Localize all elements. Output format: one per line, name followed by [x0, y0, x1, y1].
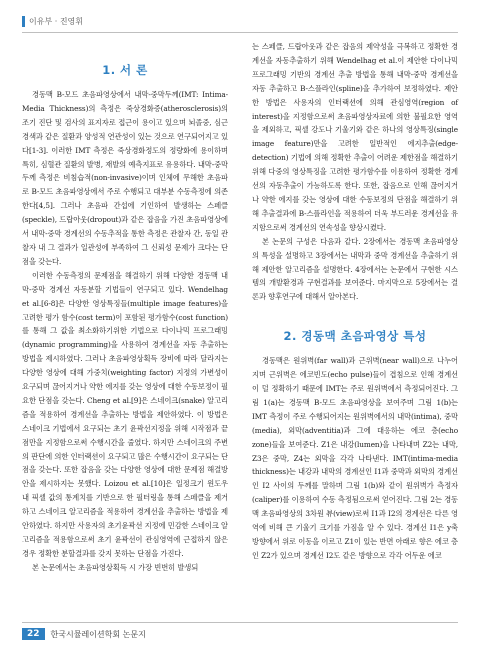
left-column	[22, 40, 228, 575]
intro-paragraph-continued: 는 스페클, 드랍아웃과 같은 잡음의 제약성을 극복하고 정확한 경계선을 자동추출하기 위해 Wendelhag et al.이 제안한 다이나믹 프로그래밍 기반의 경계선 추출 방법을 통해 내막-중막 경계선을 자동 추출하고 B-스플라인(spline)을 추가하여 보정하였다. 제안한 방법은 사용자의 인터랙션에 의해 관심영역(region of interest)을 지정함으로써 초음파영상자료에 의한 불필요한 영역을 제외하고, 픽셀 강도나 기울기와 같은 하나의 영상특징(single image feature)만을 고려한 일반적인 에지추출(edge-detection) 기법에 의해 정확한 추출이 어려운 제한점을 해결하기 위해 다중의 영상특징을 고려한 평가함수를 이용하여 정확한 경계선의 자동추출이 가능하도록 한다. 또한, 잡음으로 인해 끊어지거나 약한 에지를 갖는 영상에 대한 수동보정의 단점을 해결하기 위해 추출결과에 B-스플라인을 적용하여 더욱 부드러운 경계선을 유지함으로써 경계선의 연속성을 향상시켰다.	[252, 42, 458, 232]
right-column	[252, 40, 458, 563]
footer	[22, 628, 146, 640]
header-rule	[22, 32, 458, 33]
intro-paragraph-3: 본 논문에서는 초음파영상획득 시 가장 빈번히 발생되	[32, 562, 199, 572]
section-title-carotid: 2. 경동맥 초음파영상 특성	[283, 329, 427, 344]
intro-paragraph-1: 경동맥 B-모드 초음파영상에서 내막-중막두께(IMT: Intima-Media Thickness)의 측정은 죽상경화증(atherosclerosis)의 조기 진단 및 검사의 표지자로 접근이 용이고 있으며 뇌졸중, 심근경색과 같은 질환과 양성적 연관성이 있는 것으로 연구되어지고 있다[1-3]. 이러한 IMT 측정은 죽상경화정도의 정량화에 용이하며 특히, 심혈관 질환의 발병, 재발의 예측지표로 유용하다. 내막-중막 두께 측정은 비침습적(non-invasive)이며 인체에 무해한 초음파로 B-모드 초음파영상에서 주로 수행되고 대부분 수동측정에 의존한다[4,5]. 그러나 초음파 간섭에 기인하여 발생하는 스페클(speckle), 드랍아웃(dropout)과 같은 잡음을 가진 초음파영상에서 내막-중막 경계선의 수동추적을 통한 측정은 관찰자 간, 동일 관찰자 내 그 결과가 일관성에 부족하여 그 신뢰성 문제가 크다는 단점을 갖는다.	[22, 90, 228, 266]
running-head-marker	[22, 16, 25, 27]
carotid-paragraph-1: 경동맥은 원위벽(far wall)과 근위벽(near wall)으로 나누어지며 근위벽은 에코빈도(echo pulse)들이 겹침으로 인해 경계선이 덜 정확하기 때문에 IMT는 주로 원위벽에서 측정되어진다. 그림 1(a)는 경동맥 B-모드 초음파영상을 보여주며 그림 1(b)는 IMT 측정이 주로 수행되어지는 원위벽에서의 내막(intima), 중막(media), 외막(adventitia)과 그에 대응하는 에코 층(echo zone)들을 보여준다. Z1은 내강(lumen)을 나타내며 Z2는 내막, Z3은 중막, Z4는 외막을 각각 나타낸다. IMT(intima-media thickness)는 내강과 내막의 경계선인 I1과 중막과 외막의 경계선인 I2 사이의 두께를 말하며 그림 1(b)와 같이 원위벽가 측정자(caliper)를 이용하여 수동 측정됨으로써 얻어진다. 그림 2는 경동맥 초음파영상의 3차원 뷰(view)로써 I1과 I2의 경계선은 다른 영역에 비해 큰 기울기 크기를 가짐을 알 수 있다. 경계선 I1은 y축 방향에서 위로 이동을 이르고 Z1이 있는 반면 아래로 향은 에코 층인 Z2가 있으며 경계선 I2도 같은 방향으로 각각 어두운 에코	[252, 356, 458, 560]
running-head	[22, 14, 83, 28]
journal-name: 한국시뮬레이션학회 논문지	[50, 629, 146, 639]
running-head-text: 이유부 · 진영휘	[29, 16, 83, 26]
page-number: 22	[22, 628, 45, 640]
footer-rule	[22, 622, 458, 623]
intro-paragraph-2: 이러한 수동측정의 문제점을 해결하기 위해 다양한 경동맥 내막-중막 경계선 자동분할 기법들이 연구되고 있다. Wendelhag et al.[6-8]은 다양한 영상특징들(multiple image features)을 고려한 평가 함수(cost term)이 포함된 평가함수(cost function)를 통해 그 값을 최소화하기위한 기법으로 다이나믹 프로그래밍(dynamic programming)을 사용하여 경계선을 자동 추출하는 방법을 제시하였다. 그러나 초음파영상획득 장비에 따라 달라지는 다양한 영상에 대해 가중치(weighting factor) 지정의 가변성이 요구되며 끊어지거나 약한 에지를 갖는 영상에 대한 수동보정이 필요한 단점을 갖는다. Cheng et al.[9]은 스네이크(snake) 알고리즘을 적용하여 경계선을 추출하는 방법을 제안하였다. 이 방법은 스네이크 기법에서 요구되는 초기 윤곽선지정을 위해 시작점과 끝점만을 지정함으로써 수행시간을 줄였다. 하지만 스네이크의 주변의 판단에 의한 인터랙션이 요구되고 많은 수행시간이 요구되는 단점을 갖는다. 또한 잡음을 갖는 다양한 영상에 대한 문제점 해결방안을 제시하지는 못했다. Loizou et al.[10]은 일정크기 윈도우 내 픽셀 값의 통계치를 기반으로 한 필터링을 통해 스페클을 제거하고 스네이크 알고리즘을 적용하여 경계선을 추출하는 방법을 제안하였다. 하지만 사용자의 초기윤곽선 지정에 민감한 스네이크 알고리즘을 적용함으로써 초기 윤곽선이 관심영역에 근접하지 않은 경우 정확한 분할결과를 갖지 못하는 단점을 가진다.	[22, 270, 228, 558]
intro-paragraph-structure: 본 논문의 구성은 다음과 같다. 2장에서는 경동맥 초음파영상의 특성을 설명하고 3장에서는 내막과 중막 경계선을 추출하기 위해 제안한 알고리즘을 설명한다. 4장에서는 논문에서 구현한 시스템의 개발환경과 구현결과를 보여준다. 마지막으로 5장에서는 결론과 향후연구에 대해서 알아본다.	[252, 236, 458, 302]
section-title-introduction: 1. 서 론	[102, 63, 148, 77]
